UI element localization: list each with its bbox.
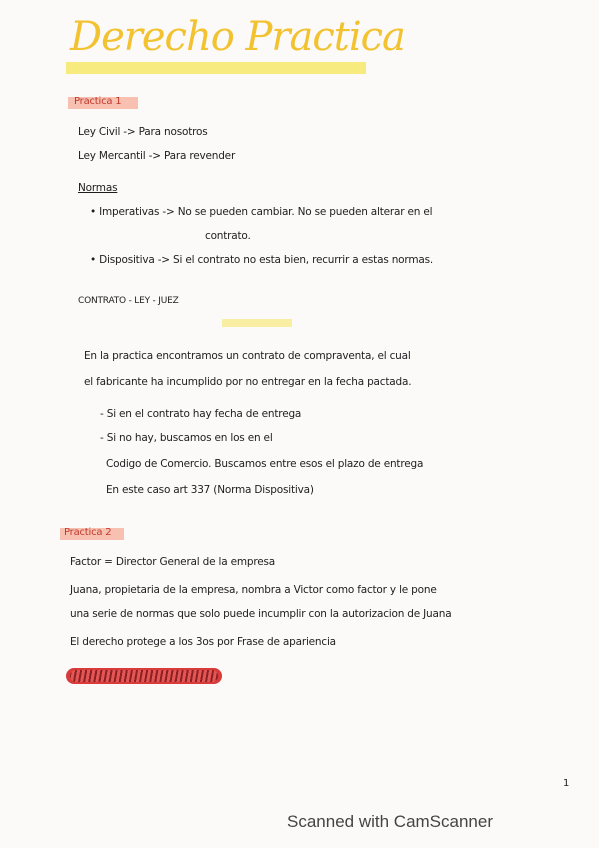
paragraph-line: el fabricante ha incumplido por no entregar en la fecha pactada. [84, 376, 412, 388]
section-heading-practica-2: Practica 2 [64, 527, 112, 538]
scanner-watermark: Scanned with CamScanner [287, 812, 494, 831]
page-number: 1 [563, 778, 570, 789]
note-line: Ley Mercantil -> Para revender [78, 150, 236, 162]
bullet-imperativas: • Imperativas -> No se pueden cambiar. No se pueden alterar en el [90, 206, 433, 218]
subheading-normas: Normas [78, 182, 118, 194]
note-line: CONTRATO - LEY - JUEZ [78, 296, 179, 306]
note-line: Factor = Director General de la empresa [70, 556, 276, 568]
page-title: Derecho Practica [70, 14, 405, 60]
underline-mark [222, 319, 292, 327]
paragraph-line: En la practica encontramos un contrato de compraventa, el cual [84, 350, 411, 362]
paragraph-line: - Si en el contrato hay fecha de entrega [100, 408, 302, 420]
bullet-continuation: contrato. [205, 230, 251, 242]
paragraph-line: Codigo de Comercio. Buscamos entre esos el plazo de entrega [106, 458, 424, 470]
note-line: una serie de normas que solo puede incumplir con la autorizacion de Juana [70, 608, 452, 620]
scribbled-out-text [66, 668, 222, 684]
bullet-dispositiva: • Dispositiva -> Si el contrato no esta bien, recurrir a estas normas. [90, 254, 434, 266]
paragraph-line: - Si no hay, buscamos en los en el [100, 432, 273, 444]
note-line: Juana, propietaria de la empresa, nombra a Victor como factor y le pone [70, 584, 437, 596]
note-line: Ley Civil -> Para nosotros [78, 126, 208, 138]
section-heading-practica-1: Practica 1 [74, 96, 122, 107]
note-line: El derecho protege a los 3os por Frase de apariencia [70, 636, 336, 648]
title-highlight [66, 62, 366, 74]
paragraph-line: En este caso art 337 (Norma Dispositiva) [106, 484, 314, 496]
